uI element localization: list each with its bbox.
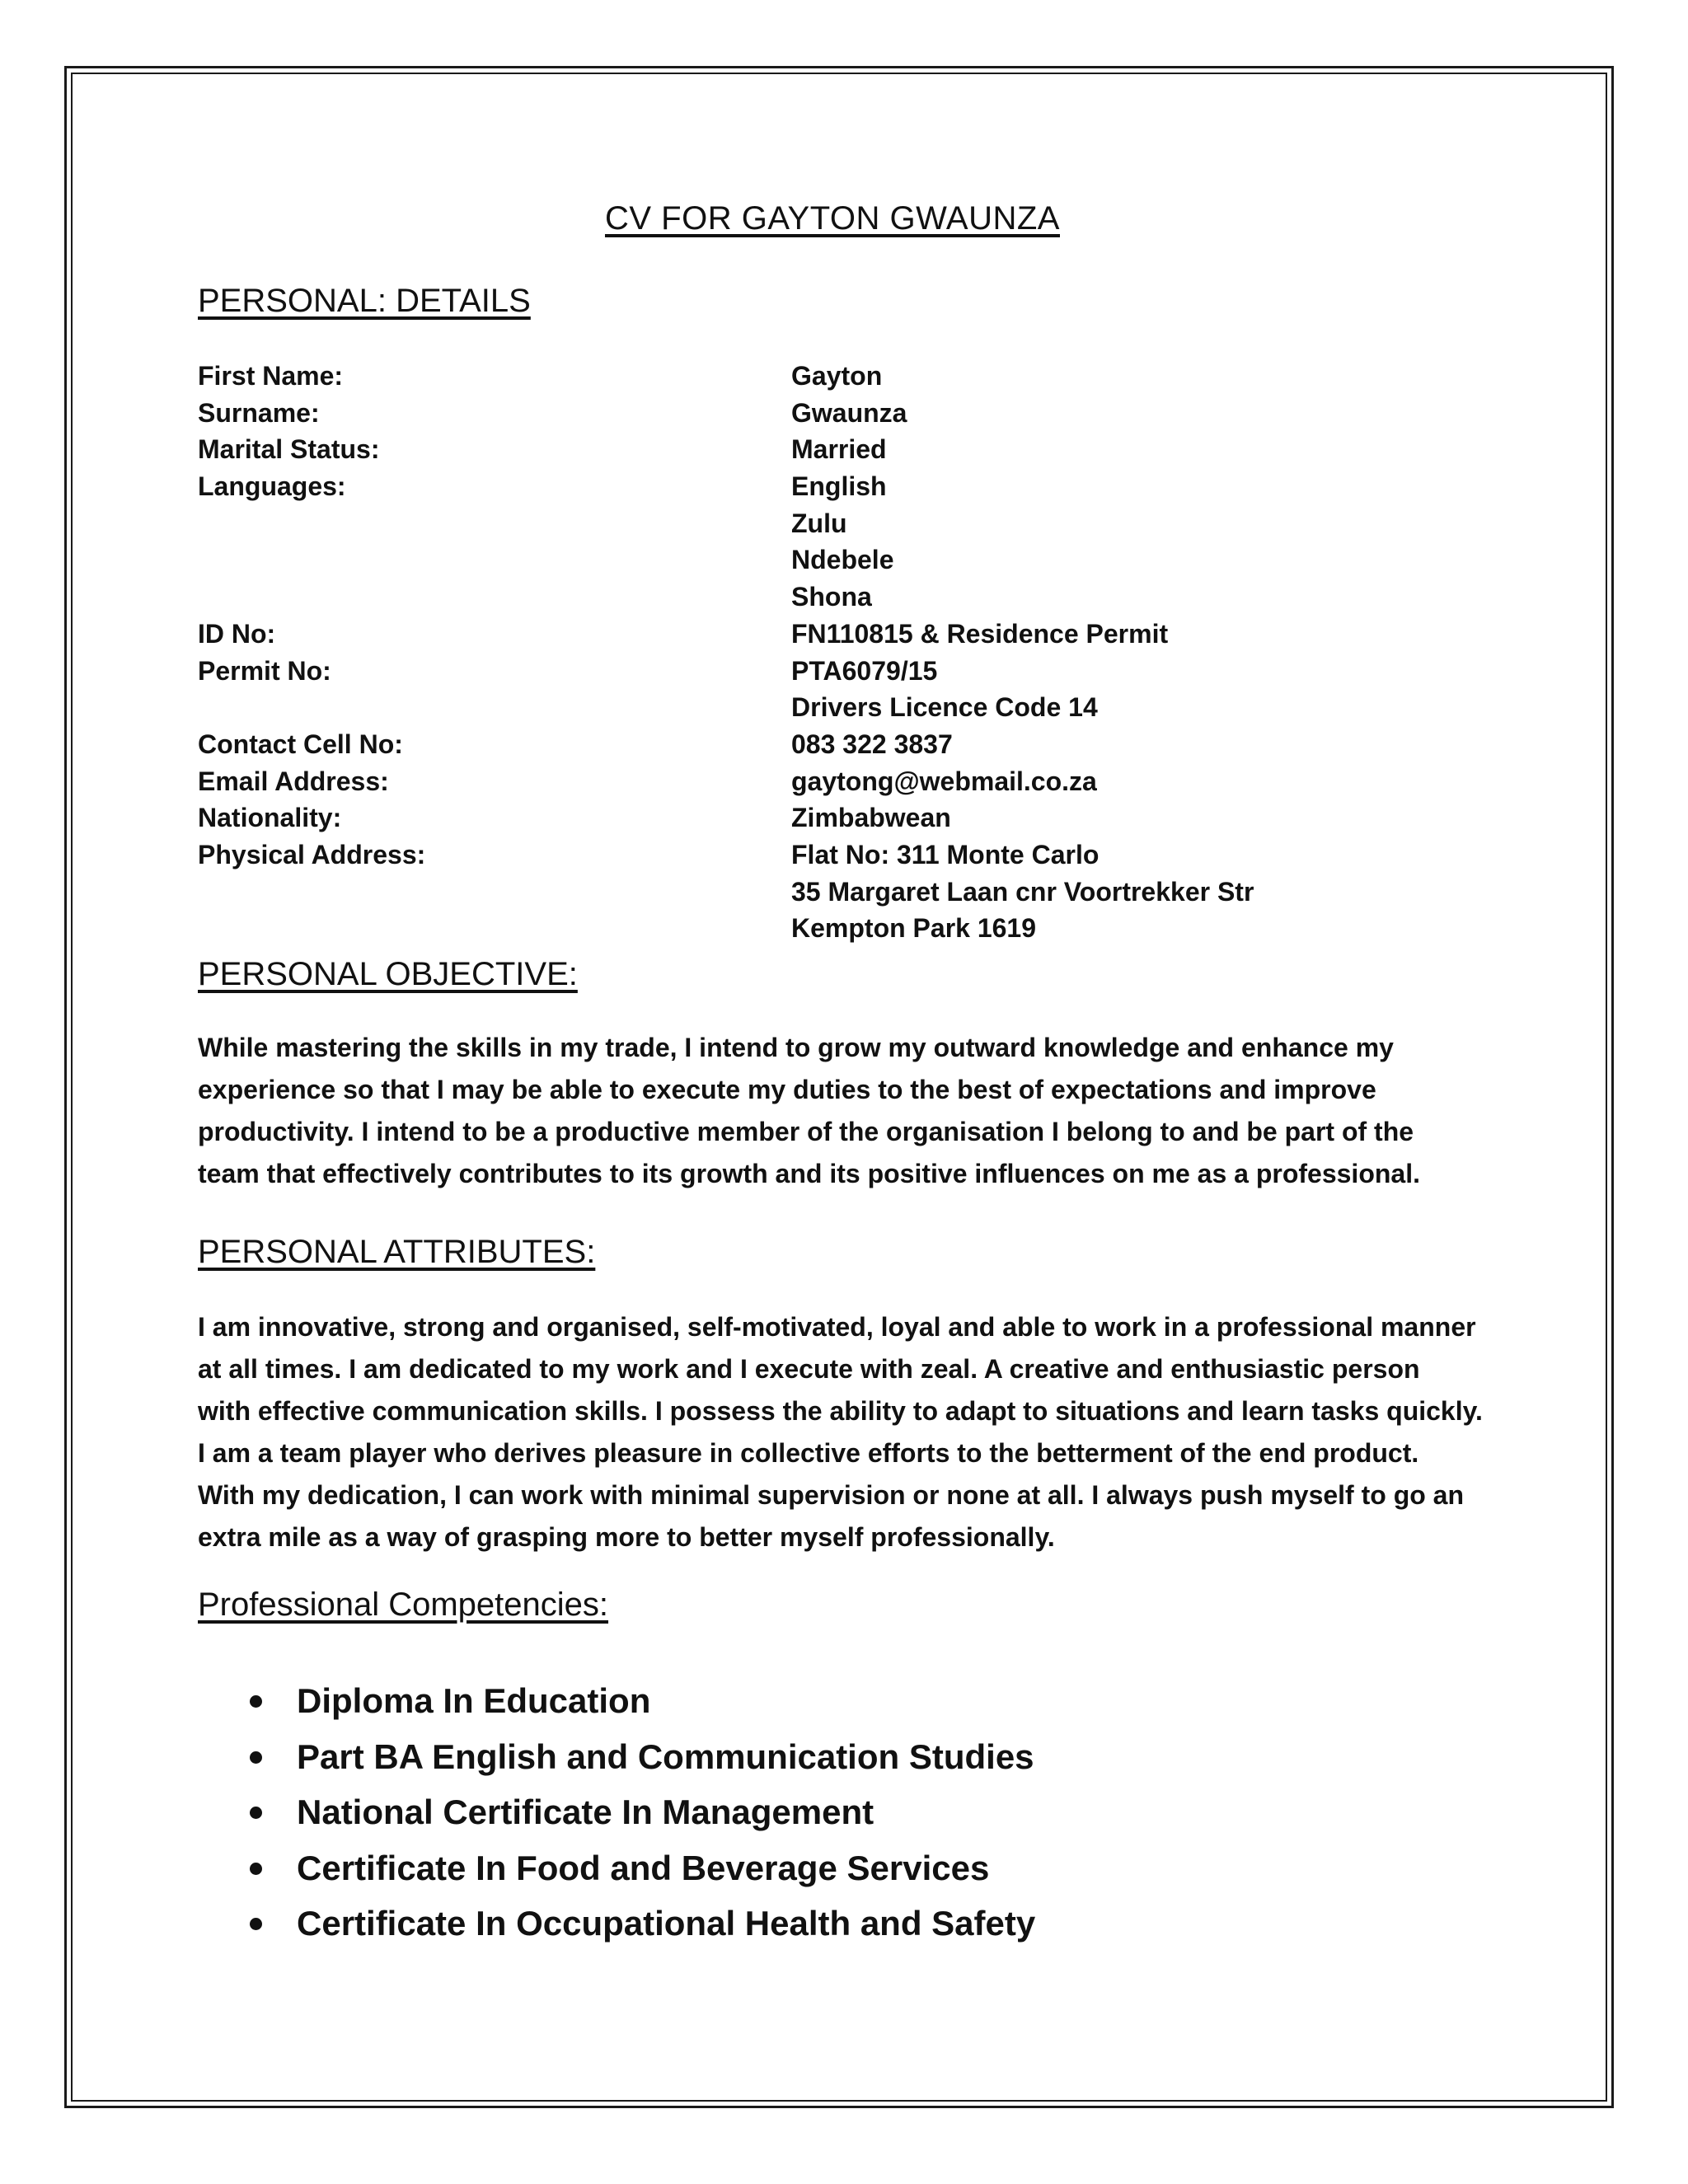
- competency-label: Diploma In Education: [297, 1681, 651, 1720]
- paragraph-line: While mastering the skills in my trade, I intend to grow my outward knowledge and enhance my: [198, 1033, 1394, 1062]
- bullet-icon: [250, 1751, 262, 1764]
- detail-label: Marital Status:: [198, 434, 380, 465]
- personal-objective-text: [198, 1027, 1517, 1195]
- paragraph-line: experience so that I may be able to execute my duties to the best of expectations and improve: [198, 1075, 1376, 1104]
- detail-value: Zimbabwean: [791, 803, 951, 833]
- detail-row-first-name: [198, 358, 1254, 395]
- detail-value: Married: [791, 434, 887, 465]
- detail-row-id-no: [198, 616, 1254, 653]
- personal-attributes-text: [198, 1306, 1517, 1558]
- detail-label: First Name:: [198, 361, 344, 391]
- detail-value: 35 Margaret Laan cnr Voortrekker Str: [791, 876, 1254, 907]
- detail-value: Shona: [791, 582, 872, 612]
- detail-label: Contact Cell No:: [198, 729, 403, 759]
- detail-row-physical-address: [198, 837, 1254, 947]
- personal-attributes-heading: PERSONAL ATTRIBUTES:: [198, 1234, 596, 1270]
- personal-details-table: [198, 358, 1254, 947]
- competency-label: Part BA English and Communication Studies: [297, 1736, 1034, 1776]
- detail-row-marital-status: [198, 431, 1254, 468]
- detail-value: Kempton Park 1619: [791, 913, 1037, 944]
- list-item: [198, 1729, 1035, 1785]
- detail-label: Physical Address:: [198, 840, 426, 870]
- list-item: [198, 1840, 1035, 1896]
- detail-value: English: [791, 471, 887, 502]
- competency-label: Certificate In Food and Beverage Services: [297, 1848, 990, 1887]
- detail-value: Gayton: [791, 361, 883, 391]
- detail-value: gaytong@webmail.co.za: [791, 766, 1097, 796]
- bullet-icon: [250, 1918, 262, 1930]
- detail-row-permit-no: [198, 653, 1254, 726]
- paragraph-line: with effective communication skills. I possess the ability to adapt to situations and learn tasks quickly.: [198, 1396, 1483, 1426]
- professional-competencies-heading: Professional Competencies:: [198, 1586, 609, 1623]
- bullet-icon: [250, 1807, 262, 1819]
- paragraph-line: I am innovative, strong and organised, self-motivated, loyal and able to work in a professional manner: [198, 1312, 1476, 1342]
- paragraph-line: team that effectively contributes to its growth and its positive influences on me as a professional.: [198, 1159, 1420, 1188]
- detail-label: ID No:: [198, 618, 276, 649]
- detail-value: PTA6079/15: [791, 655, 938, 686]
- detail-row-nationality: [198, 799, 1254, 837]
- detail-row-languages: [198, 468, 1254, 616]
- detail-value: FN110815 & Residence Permit: [791, 618, 1169, 649]
- detail-value: Ndebele: [791, 545, 894, 575]
- paragraph-line: at all times. I am dedicated to my work and I execute with zeal. A creative and enthusiastic person: [198, 1354, 1420, 1384]
- paragraph-line: I am a team player who derives pleasure in collective efforts to the betterment of the end product.: [198, 1438, 1419, 1468]
- detail-label: Email Address:: [198, 766, 389, 796]
- list-item: [198, 1673, 1035, 1729]
- paragraph-line: With my dedication, I can work with minimal supervision or none at all. I always push myself to go an: [198, 1480, 1465, 1510]
- detail-label: Nationality:: [198, 803, 342, 833]
- detail-value: Drivers Licence Code 14: [791, 692, 1098, 723]
- bullet-icon: [250, 1863, 262, 1875]
- detail-label: Surname:: [198, 397, 320, 428]
- paragraph-line: productivity. I intend to be a productive member of the organisation I belong to and be part of the: [198, 1117, 1414, 1146]
- list-item: [198, 1784, 1035, 1840]
- document-title: CV FOR GAYTON GWAUNZA: [604, 200, 1060, 237]
- list-item: [198, 1896, 1035, 1952]
- detail-row-contact-cell: [198, 726, 1254, 763]
- competency-label: Certificate In Occupational Health and Safety: [297, 1904, 1036, 1943]
- detail-label: Languages:: [198, 471, 346, 502]
- detail-label: Permit No:: [198, 655, 331, 686]
- detail-row-surname: [198, 395, 1254, 432]
- detail-row-email: [198, 763, 1254, 800]
- detail-value: Flat No: 311 Monte Carlo: [791, 840, 1100, 870]
- detail-value: Gwaunza: [791, 397, 907, 428]
- bullet-icon: [250, 1695, 262, 1708]
- competency-label: National Certificate In Management: [297, 1793, 874, 1831]
- paragraph-line: extra mile as a way of grasping more to better myself professionally.: [198, 1522, 1055, 1552]
- competencies-list: [198, 1673, 1035, 1952]
- personal-objective-heading: PERSONAL OBJECTIVE:: [198, 956, 578, 992]
- detail-value: Zulu: [791, 508, 847, 538]
- detail-value: 083 322 3837: [791, 729, 953, 759]
- personal-details-heading: PERSONAL: DETAILS: [198, 283, 531, 319]
